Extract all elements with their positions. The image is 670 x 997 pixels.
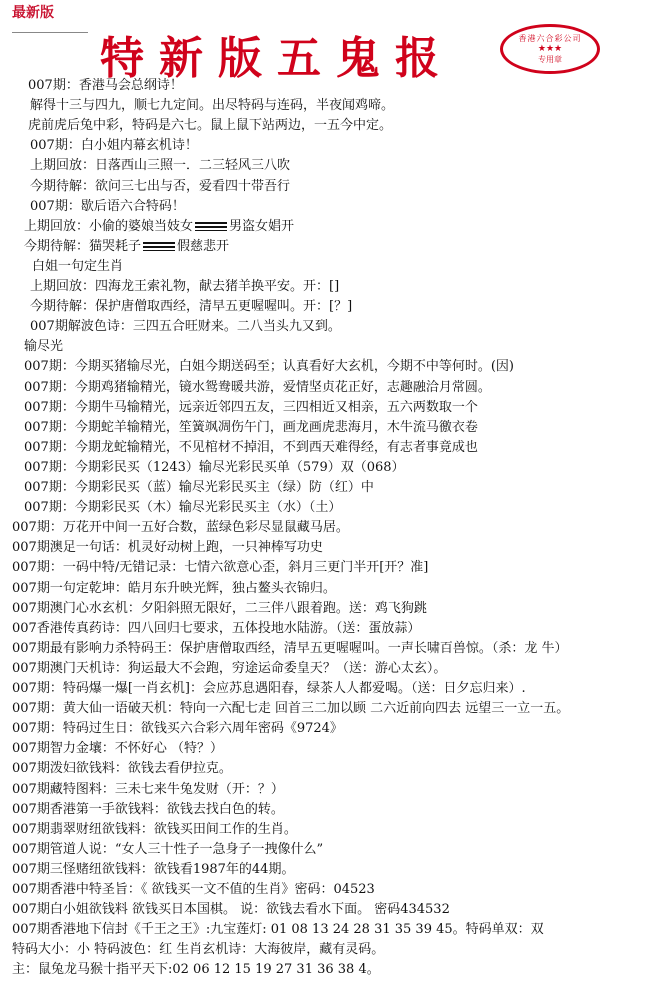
bulletin-line — [28, 76, 183, 96]
line-text: 007期香港中特圣旨：《 欲钱买一文不值的生肖》密码：04523 — [12, 882, 375, 897]
bulletin-line — [30, 136, 198, 156]
bulletin-line — [24, 498, 341, 518]
bulletin-line — [12, 780, 284, 800]
line-text: 特码大小：小 特码波色：红 生肖玄机诗：大海彼岸，藏有灵码。 — [12, 942, 385, 957]
bulletin-line — [24, 237, 229, 257]
line-text: 007期：香港马会总纲诗！ — [28, 78, 183, 93]
bulletin-line — [24, 398, 478, 418]
line-text: 007期香港地下信封《千王之王》:九宝莲灯: 01 08 13 24 28 31 35 39 45。特码单双：双 — [12, 922, 544, 937]
bulletin-line — [12, 679, 526, 699]
bulletin-line — [12, 639, 567, 659]
line-text: 007期澳足一句话：机灵好动树上跑，一只神棒写功史 — [12, 540, 323, 555]
line-text: 输尽光 — [24, 339, 64, 354]
line-text: 007期白小姐欲钱料 欲钱买日本国棋。 说：欲钱去看水下面。 密码434532 — [12, 902, 450, 917]
bulletin-line — [24, 217, 294, 237]
line-text: 007期：白小姐内幕玄机诗！ — [30, 138, 198, 153]
bulletin-line — [24, 337, 63, 357]
bulletin-line — [12, 619, 420, 639]
line-text: 007期最有影响力杀特码王：保护唐僧取西经，清早五更喔喔叫。一声长啸百兽惊。（杀：龙 牛） — [12, 641, 568, 656]
line-text: 007香港传真药诗：四八回归七要求，五体投地水陆游。（送：蛋放蒜） — [12, 621, 421, 636]
bulletin-line — [12, 659, 446, 679]
page-title: 特新版五鬼报 — [100, 33, 454, 84]
bulletin-line — [12, 739, 223, 759]
line-text: 007期：一码中特/无错记录：七情六欲意心歪，斜月三更门半开[开？准] — [12, 560, 429, 575]
line-text: 007期三怪赌纽欲钱料：欲钱看1987年的44期。 — [12, 862, 295, 877]
line-text: 007期：今期彩民买（蓝）输尽光彩民买主（绿）防（红）中 — [24, 480, 374, 495]
bulletin-line — [24, 357, 514, 377]
bulletin-line — [30, 96, 394, 116]
line-text: 007期智力金壤：不怀好心 （特？） — [12, 741, 223, 756]
bulletin-line — [24, 378, 491, 398]
red-seal-stamp — [500, 24, 600, 74]
stamp-bottom-text: 专用章 — [538, 55, 562, 64]
bulletin-line — [12, 800, 284, 820]
line-text: 007期泼妇欲钱料：欲钱去看伊拉克。 — [12, 761, 232, 776]
line-text: 007期解波色诗：三四五合旺财来。二八当头九又到。 — [30, 319, 341, 334]
bulletin-line — [12, 900, 450, 920]
line-text: 007期：今期龙蛇输精光，不见棺材不掉泪，不到西天难得经，有志者事竟成也 — [24, 440, 478, 455]
line-text: 007期：今期牛马输精光，远亲近邻四五友，三四相近又相亲，五六两数取一个 — [24, 400, 478, 415]
bulletin-line — [12, 820, 297, 840]
badge-divider — [12, 32, 88, 33]
line-text: 007期：黄大仙一语破天机：特向一六配七走 回首三二加以顾 二六近前向四去 远望三一立一五。 — [12, 701, 570, 716]
bulletin-line — [12, 518, 349, 538]
bulletin-line — [30, 177, 290, 197]
line-text: 007期澳门天机诗：狗运最大不会跑，穷途运命委皇天？（送：游心太玄）。 — [12, 661, 447, 676]
stamp-top-text: 香港六合彩公司 — [518, 34, 582, 43]
line-text: 007期：今期彩民买（1243）输尽光彩民买单（579）双（068） — [24, 460, 405, 475]
line-text: 上期回放：日落西山三照一．二三轻风三八吹 — [30, 158, 291, 173]
bulletin-line — [30, 297, 352, 317]
bulletin-line — [24, 478, 374, 498]
bulletin-line — [24, 438, 478, 458]
line-text: 今期待解：猫哭耗子 — [24, 239, 142, 254]
bulletin-line — [30, 317, 341, 337]
triple-bar-symbol — [143, 242, 175, 251]
line-text: 007期：今期蛇羊输精光，笙簧飒凋伤午门，画龙画虎悲海月，木牛流马徼衣卷 — [24, 420, 478, 435]
bulletin-line — [12, 860, 294, 880]
bulletin-line — [24, 458, 405, 478]
line-text: 上期回放：四海龙王索礼物，献去猪羊换平安。开：[] — [30, 279, 340, 294]
bulletin-line — [30, 156, 290, 176]
line-text: 白姐一句定生肖 — [32, 259, 124, 274]
line-text: 007期：今期鸡猪输精光，镜水鸳鸯暖共游，爱情坚贞花正好，志趣融洽月常圆。 — [24, 380, 491, 395]
bulletin-line — [12, 880, 375, 900]
line-text: 007期香港第一手欲钱料：欲钱去找白色的转。 — [12, 802, 284, 817]
bulletin-line — [12, 719, 343, 739]
line-text: 007期：今期彩民买（木）输尽光彩民买主（水）（土） — [24, 500, 342, 515]
line-text: 007期：歇后语六合特码！ — [30, 199, 185, 214]
bulletin-line — [32, 257, 123, 277]
bulletin-line — [12, 599, 427, 619]
line-text: 007期：今期买猪输尽光，白姐今期送码至；认真看好大玄机，今期不中等何时。(因) — [24, 359, 514, 374]
line-text: 007期：特码爆一爆[一肖玄机]：会应苏息遇阳春，绿茶人人都爱喝。（送：日夕忘归来）. — [12, 681, 526, 696]
line-text: 主：鼠兔龙马猴十指平天下:02 06 12 15 19 27 31 36 38 4。 — [12, 962, 380, 977]
bulletin-line — [12, 558, 428, 578]
bulletin-line — [12, 699, 569, 719]
line-text: 007期：特码过生日：欲钱买六合彩六周年密码《9724》 — [12, 721, 343, 736]
triple-bar-symbol — [195, 222, 227, 231]
line-text: 007期管道人说：“女人三十性子一急身子一拽像什么” — [12, 842, 324, 857]
stamp-stars: ★★★ — [537, 44, 563, 54]
line-answer-text: 假慈悲开 — [177, 239, 230, 254]
bulletin-line — [12, 579, 336, 599]
bulletin-line — [30, 277, 339, 297]
bulletin-line — [12, 759, 232, 779]
line-text: 007期翡翠财纽欲钱料：欲钱买田间工作的生肖。 — [12, 822, 297, 837]
line-text: 解得十三与四九，顺七九定间。出尽特码与连码，半夜闻鸡啼。 — [30, 98, 395, 113]
line-text: 007期澳门心水玄机：夕阳斜照无限好，二三伴八跟着跑。送：鸡飞狗跳 — [12, 601, 427, 616]
latest-version-badge: 最新版 — [12, 5, 54, 21]
line-text: 007期藏特图料：三未七来牛兔发财（开：？） — [12, 782, 284, 797]
bulletin-line — [12, 960, 380, 980]
line-text: 虎前虎后兔中彩，特码是六七。鼠上鼠下站两边，一五今中定。 — [28, 118, 393, 133]
line-text: 今期待解：保护唐僧取西经，清早五更喔喔叫。开：[？] — [30, 299, 353, 314]
bulletin-line — [28, 116, 392, 136]
line-text: 007期：万花开中间一五好合数，蓝绿色彩尽显鼠藏马居。 — [12, 520, 349, 535]
bulletin-line — [12, 940, 384, 960]
bulletin-line — [24, 418, 478, 438]
line-text: 上期回放：小偷的婆娘当妓女 — [24, 219, 194, 234]
bulletin-line — [12, 920, 544, 940]
line-text: 007期一句定乾坤：皓月东升映光辉，独占鳌头衣锦归。 — [12, 581, 336, 596]
line-answer-text: 男盗女娼开 — [229, 219, 295, 234]
line-text: 今期待解：欲问三七出与否，爱看四十带吾行 — [30, 179, 291, 194]
bulletin-line — [12, 538, 323, 558]
bulletin-line — [12, 840, 323, 860]
bulletin-line — [30, 197, 185, 217]
